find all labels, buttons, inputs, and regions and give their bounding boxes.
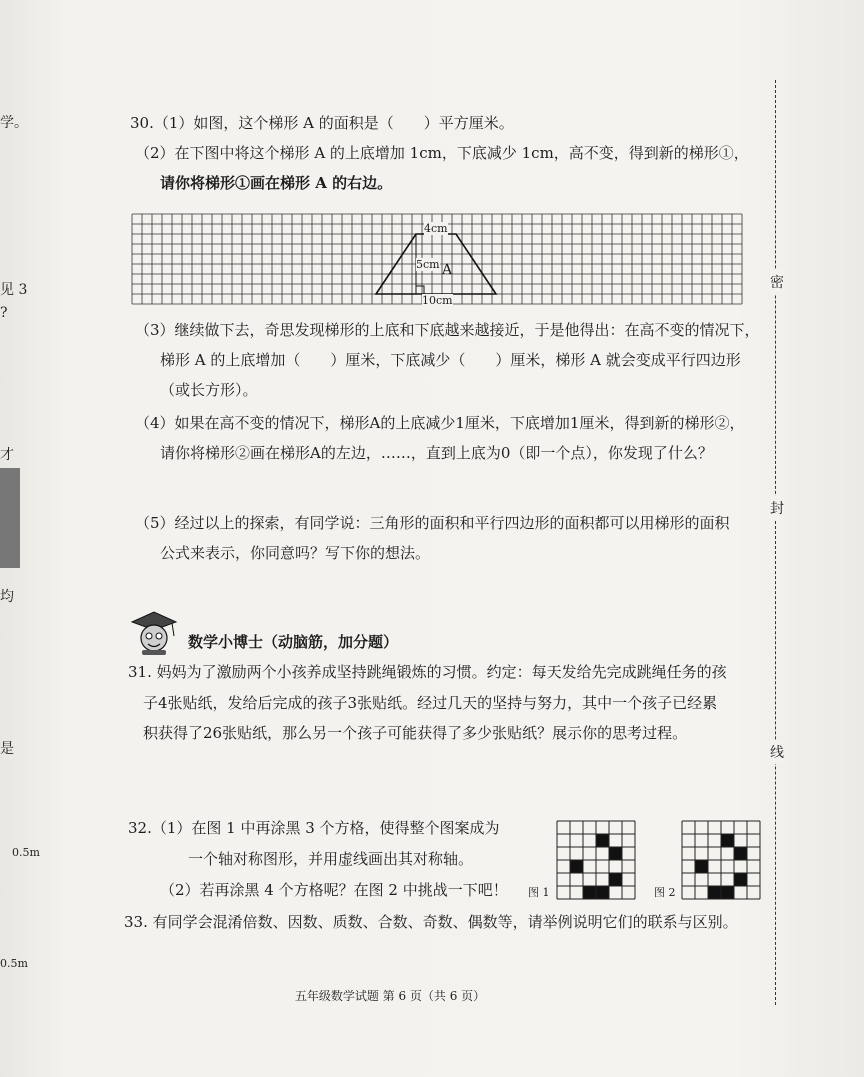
q32-part1-line1: 32.（1）在图 1 中再涂黑 3 个方格，使得整个图案成为 <box>128 819 500 837</box>
q33-text: 33. 有同学会混淆倍数、因数、质数、合数、奇数、偶数等，请举例说明它们的联系与区别。 <box>124 913 738 931</box>
trapezoid-height-label: 5cm <box>416 258 440 271</box>
trapezoid-grid <box>130 208 744 310</box>
q30-part4-line1: （4）如果在高不变的情况下，梯形A的上底减少1厘米，下底增加1厘米，得到新的梯形②， <box>135 414 745 432</box>
q30-part1: 30.（1）如图，这个梯形 A 的面积是（ ）平方厘米。 <box>130 114 514 132</box>
q30-part5-line2: 公式来表示，你同意吗？写下你的想法。 <box>160 544 431 562</box>
left-fragment: 见 3 <box>0 282 28 298</box>
q30-part3-line1: （3）继续做下去，奇思发现梯形的上底和下底越来越接近，于是他得出：在高不变的情况下， <box>135 321 760 339</box>
binding-dashed-line <box>775 80 776 1005</box>
figure-2-grid <box>681 820 761 904</box>
q31-line2: 子4张贴纸，发给后完成的孩子3张贴纸。经过几天的坚持与努力，其中一个孩子已经累 <box>143 694 718 712</box>
q31-line3: 积获得了26张贴纸，那么另一个孩子可能获得了多少张贴纸？展示你的思考过程。 <box>143 724 688 742</box>
q30-part4-line2: 请你将梯形②画在梯形A的左边，……，直到上底为0（即一个点），你发现了什么？ <box>160 444 713 462</box>
left-fragment: 学。 <box>0 115 28 131</box>
left-fragment: 才 <box>0 447 14 463</box>
q30-part2-instruction: 请你将梯形①画在梯形 A 的右边。 <box>160 174 393 192</box>
doctor-mascot-icon <box>128 608 180 656</box>
q30-part2: （2）在下图中将这个梯形 A 的上底增加 1cm，下底减少 1cm，高不变，得到新的梯形①， <box>135 144 749 162</box>
page-footer: 五年级数学试题 第 6 页（共 6 页） <box>294 989 486 1003</box>
left-fragment: 0.5m <box>12 846 40 859</box>
left-photo-fragment <box>0 468 20 568</box>
figure-1-label: 图 1 <box>528 886 550 899</box>
q30-part3-line3: （或长方形）。 <box>160 381 258 399</box>
figure-2-label: 图 2 <box>654 886 676 899</box>
section-title: 数学小博士（动脑筋，加分题） <box>188 633 399 651</box>
trapezoid-name: A <box>442 262 453 278</box>
trapezoid-bottom-label: 10cm <box>422 294 453 307</box>
figure-1-grid <box>556 820 636 904</box>
q30-part5-line1: （5）经过以上的探索，有同学说：三角形的面积和平行四边形的面积都可以用梯形的面积 <box>135 514 730 532</box>
binding-char: 密 <box>770 270 784 294</box>
binding-char: 线 <box>770 740 784 764</box>
q30-part3-line2: 梯形 A 的上底增加（ ）厘米，下底减少（ ）厘米，梯形 A 就会变成平行四边形 <box>160 351 741 369</box>
right-angle-mark <box>416 286 424 294</box>
left-fragment: 0.5m <box>0 957 28 970</box>
binding-char: 封 <box>770 496 784 520</box>
left-fragment: ? <box>0 305 8 321</box>
left-fragment: 均 <box>0 589 14 605</box>
trapezoid-top-label: 4cm <box>424 222 448 235</box>
q32-part2: （2）若再涂黑 4 个方格呢？在图 2 中挑战一下吧！ <box>160 881 508 899</box>
q31-line1: 31. 妈妈为了激励两个小孩养成坚持跳绳锻炼的习惯。约定：每天发给先完成跳绳任务的孩 <box>128 663 727 681</box>
left-fragment: 是 <box>0 741 14 757</box>
q32-part1-line2: 一个轴对称图形，并用虚线画出其对称轴。 <box>188 850 474 868</box>
